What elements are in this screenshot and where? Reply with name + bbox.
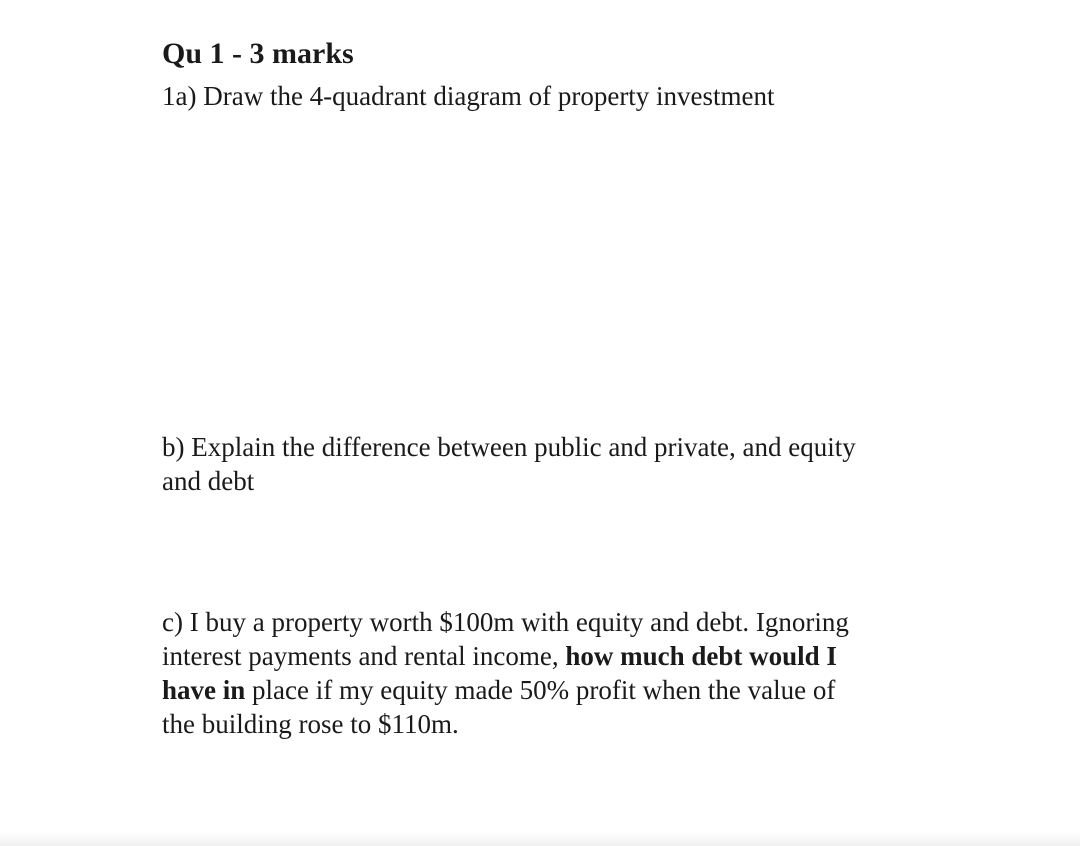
question-part-a: 1a) Draw the 4-quadrant diagram of property investment [162, 81, 775, 111]
part-c-text-end: place if my equity made 50% profit when the value of the building rose to $110m. [162, 675, 836, 739]
part-c-bold-text: how much debt would I have in [162, 641, 837, 705]
question-part-c [162, 605, 872, 741]
question-part-b: b) Explain the difference between public and private, and equity and debt [162, 432, 856, 496]
question-heading: Qu 1 - 3 marks [162, 37, 354, 70]
part-c-text-start: c) I buy a property worth $100m with equity and debt. Ignoring interest payments and rental income, [162, 607, 849, 671]
page-bottom-edge [0, 832, 1080, 846]
